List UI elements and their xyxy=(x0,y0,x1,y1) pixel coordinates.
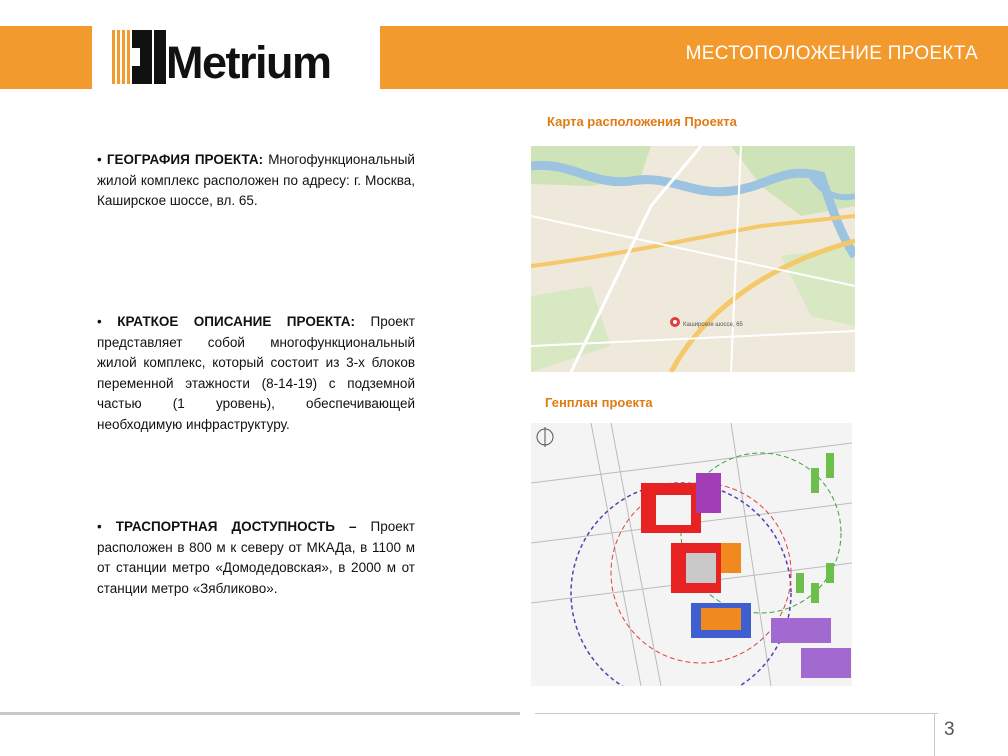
bullet-heading: ГЕОГРАФИЯ ПРОЕКТА: xyxy=(106,152,264,167)
map-caption: Карта расположения Проекта xyxy=(547,114,737,129)
plan-caption: Генплан проекта xyxy=(545,395,653,410)
bullet-marker: • xyxy=(97,152,102,167)
footer-divider-right xyxy=(535,713,938,714)
site-plan xyxy=(531,423,852,686)
map-marker-label: Каширское шоссе, 65 xyxy=(683,322,743,328)
metrium-logo-icon xyxy=(112,26,168,88)
location-map-image xyxy=(531,146,855,372)
logo-text: Metrium xyxy=(166,37,331,88)
header-band-left xyxy=(0,26,92,89)
bullet-transport xyxy=(97,517,415,599)
bullet-marker: • xyxy=(97,519,102,534)
bullet-text: Проект представляет собой многофункциональный жилой комплекс, который состоит из 3-х блоков переменной этажности (8-14-19) с подземной частью (1 уровень), обеспечивающей необходимую инфраструктуру. xyxy=(97,314,415,432)
bullet-text: Многофункциональный жилой комплекс расположен по адресу: г. Москва, Каширское шоссе, вл. 65. xyxy=(97,152,415,208)
site-plan-image xyxy=(531,423,852,686)
location-map xyxy=(531,146,855,372)
company-logo xyxy=(108,24,358,90)
bullet-text: Проект расположен в 800 м к северу от МКАДа, в 1100 м от станции метро «Домодедовская», в 2000 м от станции метро «Зябликово». xyxy=(97,519,415,596)
bullet-heading: ТРАСПОРТНАЯ ДОСТУПНОСТЬ – xyxy=(115,519,357,534)
bullet-description xyxy=(97,312,415,435)
bullet-marker: • xyxy=(97,314,102,329)
page-number: 3 xyxy=(944,719,955,740)
bullet-heading: КРАТКОЕ ОПИСАНИЕ ПРОЕКТА: xyxy=(117,314,356,329)
bullet-geography xyxy=(97,150,415,212)
page-title: МЕСТОПОЛОЖЕНИЕ ПРОЕКТА xyxy=(685,43,978,64)
footer-corner-line xyxy=(934,713,935,756)
location-pin-icon xyxy=(670,317,680,327)
footer-divider xyxy=(0,712,520,715)
